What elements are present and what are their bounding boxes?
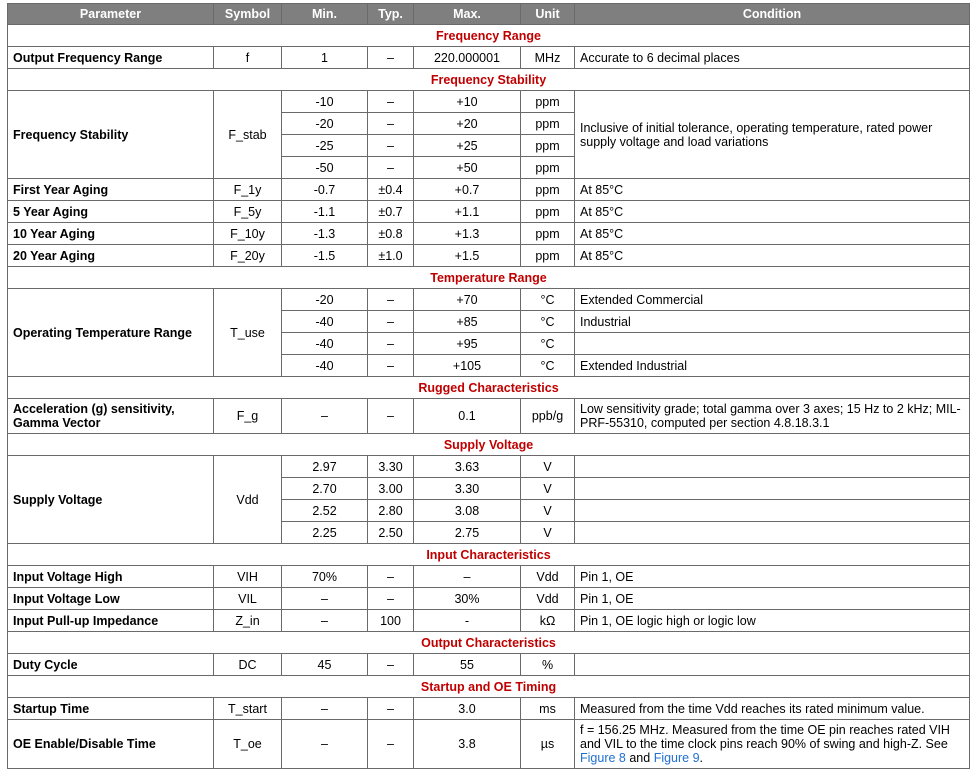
param-cell: Frequency Stability	[8, 91, 214, 179]
max-cell: +95	[414, 333, 521, 355]
unit-cell: ppm	[521, 201, 575, 223]
max-cell: +1.3	[414, 223, 521, 245]
symbol-cell: T_use	[214, 289, 282, 377]
min-cell: -40	[282, 333, 368, 355]
max-cell: +25	[414, 135, 521, 157]
table-row	[8, 566, 970, 588]
param-cell: 5 Year Aging	[8, 201, 214, 223]
param-cell: Output Frequency Range	[8, 47, 214, 69]
condition-cell: At 85°C	[575, 179, 970, 201]
typ-cell: –	[368, 588, 414, 610]
section-output-characteristics: Output Characteristics	[8, 632, 970, 654]
max-cell: +20	[414, 113, 521, 135]
table-row	[8, 47, 970, 69]
symbol-cell: DC	[214, 654, 282, 676]
typ-cell: –	[368, 399, 414, 434]
typ-cell: 3.30	[368, 456, 414, 478]
unit-cell: ppm	[521, 157, 575, 179]
param-cell: Duty Cycle	[8, 654, 214, 676]
param-cell: OE Enable/Disable Time	[8, 720, 214, 769]
max-cell: 2.75	[414, 522, 521, 544]
typ-cell: 100	[368, 610, 414, 632]
max-cell: 55	[414, 654, 521, 676]
section-frequency-range: Frequency Range	[8, 25, 970, 47]
typ-cell: ±1.0	[368, 245, 414, 267]
unit-cell: ppb/g	[521, 399, 575, 434]
typ-cell: –	[368, 698, 414, 720]
header-min: Min.	[282, 4, 368, 25]
condition-cell: Inclusive of initial tolerance, operating temperature, rated power supply voltage and load variations	[575, 91, 970, 179]
typ-cell: –	[368, 157, 414, 179]
condition-cell	[575, 654, 970, 676]
unit-cell: °C	[521, 289, 575, 311]
unit-cell: ppm	[521, 91, 575, 113]
max-cell: -	[414, 610, 521, 632]
typ-cell: 2.50	[368, 522, 414, 544]
min-cell: -40	[282, 355, 368, 377]
unit-cell: V	[521, 478, 575, 500]
condition-cell: Pin 1, OE	[575, 588, 970, 610]
symbol-cell: F_stab	[214, 91, 282, 179]
max-cell: +1.1	[414, 201, 521, 223]
param-cell: Supply Voltage	[8, 456, 214, 544]
typ-cell: –	[368, 566, 414, 588]
param-cell: 20 Year Aging	[8, 245, 214, 267]
unit-cell: Vdd	[521, 588, 575, 610]
section-temperature-range: Temperature Range	[8, 267, 970, 289]
max-cell: +10	[414, 91, 521, 113]
max-cell: +50	[414, 157, 521, 179]
condition-cell	[575, 720, 970, 769]
condition-cell: At 85°C	[575, 201, 970, 223]
min-cell: -10	[282, 91, 368, 113]
unit-cell: kΩ	[521, 610, 575, 632]
unit-cell: ppm	[521, 245, 575, 267]
param-cell: Operating Temperature Range	[8, 289, 214, 377]
max-cell: 30%	[414, 588, 521, 610]
symbol-cell: VIL	[214, 588, 282, 610]
symbol-cell: T_oe	[214, 720, 282, 769]
symbol-cell: Vdd	[214, 456, 282, 544]
typ-cell: –	[368, 289, 414, 311]
symbol-cell: VIH	[214, 566, 282, 588]
unit-cell: ppm	[521, 179, 575, 201]
figure-9-link[interactable]: Figure 9	[653, 751, 700, 765]
table-row	[8, 223, 970, 245]
condition-cell: Extended Commercial	[575, 289, 970, 311]
header-typ: Typ.	[368, 4, 414, 25]
typ-cell: –	[368, 333, 414, 355]
typ-cell: –	[368, 47, 414, 69]
unit-cell: Vdd	[521, 566, 575, 588]
max-cell: 3.8	[414, 720, 521, 769]
min-cell: –	[282, 588, 368, 610]
table-row	[8, 179, 970, 201]
min-cell: 1	[282, 47, 368, 69]
min-cell: -1.1	[282, 201, 368, 223]
param-cell: Input Voltage High	[8, 566, 214, 588]
symbol-cell: F_5y	[214, 201, 282, 223]
typ-cell: 2.80	[368, 500, 414, 522]
symbol-cell: T_start	[214, 698, 282, 720]
oe-condition-text: f = 156.25 MHz. Measured from the time OE pin reaches rated VIH and VIL to the time clock pins reach 90% of swing and high-Z. See	[580, 723, 950, 751]
unit-cell: °C	[521, 355, 575, 377]
section-supply-voltage: Supply Voltage	[8, 434, 970, 456]
condition-cell: Accurate to 6 decimal places	[575, 47, 970, 69]
unit-cell: ppm	[521, 135, 575, 157]
section-input-characteristics: Input Characteristics	[8, 544, 970, 566]
table-header-row	[8, 4, 970, 25]
unit-cell: ms	[521, 698, 575, 720]
condition-cell: Low sensitivity grade; total gamma over 3 axes; 15 Hz to 2 kHz; MIL-PRF-55310, computed per section 4.8.18.3.1	[575, 399, 970, 434]
symbol-cell: Z_in	[214, 610, 282, 632]
max-cell: 0.1	[414, 399, 521, 434]
typ-cell: –	[368, 91, 414, 113]
max-cell: 3.08	[414, 500, 521, 522]
max-cell: 220.000001	[414, 47, 521, 69]
max-cell: +85	[414, 311, 521, 333]
max-cell: 3.0	[414, 698, 521, 720]
max-cell: +0.7	[414, 179, 521, 201]
typ-cell: –	[368, 113, 414, 135]
and-text: and	[629, 751, 651, 765]
figure-8-link[interactable]: Figure 8	[580, 751, 626, 765]
condition-cell	[575, 522, 970, 544]
table-row	[8, 588, 970, 610]
min-cell: -0.7	[282, 179, 368, 201]
min-cell: 2.25	[282, 522, 368, 544]
max-cell: +70	[414, 289, 521, 311]
min-cell: –	[282, 610, 368, 632]
typ-cell: –	[368, 720, 414, 769]
min-cell: -20	[282, 289, 368, 311]
table-row	[8, 456, 970, 478]
symbol-cell: F_10y	[214, 223, 282, 245]
condition-cell: Pin 1, OE	[575, 566, 970, 588]
param-cell: Acceleration (g) sensitivity, Gamma Vector	[8, 399, 214, 434]
typ-cell: ±0.4	[368, 179, 414, 201]
min-cell: –	[282, 698, 368, 720]
typ-cell: –	[368, 654, 414, 676]
condition-cell: Pin 1, OE logic high or logic low	[575, 610, 970, 632]
unit-cell: V	[521, 456, 575, 478]
table-row	[8, 698, 970, 720]
min-cell: -40	[282, 311, 368, 333]
typ-cell: –	[368, 311, 414, 333]
unit-cell: µs	[521, 720, 575, 769]
min-cell: -1.5	[282, 245, 368, 267]
unit-cell: °C	[521, 333, 575, 355]
unit-cell: ppm	[521, 223, 575, 245]
min-cell: -20	[282, 113, 368, 135]
unit-cell: °C	[521, 311, 575, 333]
min-cell: 2.70	[282, 478, 368, 500]
header-max: Max.	[414, 4, 521, 25]
header-condition: Condition	[575, 4, 970, 25]
condition-cell	[575, 333, 970, 355]
param-cell: Input Pull-up Impedance	[8, 610, 214, 632]
param-cell: Input Voltage Low	[8, 588, 214, 610]
unit-cell: V	[521, 500, 575, 522]
header-parameter: Parameter	[8, 4, 214, 25]
header-symbol: Symbol	[214, 4, 282, 25]
condition-cell: At 85°C	[575, 223, 970, 245]
param-cell: 10 Year Aging	[8, 223, 214, 245]
table-row	[8, 201, 970, 223]
table-row	[8, 720, 970, 769]
header-unit: Unit	[521, 4, 575, 25]
min-cell: -50	[282, 157, 368, 179]
table-row	[8, 245, 970, 267]
period-text: .	[699, 751, 704, 765]
unit-cell: ppm	[521, 113, 575, 135]
unit-cell: MHz	[521, 47, 575, 69]
symbol-cell: F_1y	[214, 179, 282, 201]
section-frequency-stability: Frequency Stability	[8, 69, 970, 91]
condition-cell: At 85°C	[575, 245, 970, 267]
section-rugged-characteristics: Rugged Characteristics	[8, 377, 970, 399]
typ-cell: ±0.7	[368, 201, 414, 223]
max-cell: +1.5	[414, 245, 521, 267]
typ-cell: 3.00	[368, 478, 414, 500]
typ-cell: –	[368, 355, 414, 377]
typ-cell: –	[368, 135, 414, 157]
min-cell: 45	[282, 654, 368, 676]
table-row	[8, 289, 970, 311]
min-cell: -1.3	[282, 223, 368, 245]
symbol-cell: F_20y	[214, 245, 282, 267]
condition-cell	[575, 500, 970, 522]
table-row	[8, 654, 970, 676]
table-row	[8, 399, 970, 434]
max-cell: +105	[414, 355, 521, 377]
condition-cell: Industrial	[575, 311, 970, 333]
max-cell: –	[414, 566, 521, 588]
max-cell: 3.63	[414, 456, 521, 478]
param-cell: Startup Time	[8, 698, 214, 720]
symbol-cell: f	[214, 47, 282, 69]
table-row	[8, 610, 970, 632]
symbol-cell: F_g	[214, 399, 282, 434]
condition-cell: Extended Industrial	[575, 355, 970, 377]
min-cell: 2.52	[282, 500, 368, 522]
condition-cell: Measured from the time Vdd reaches its rated minimum value.	[575, 698, 970, 720]
param-cell: First Year Aging	[8, 179, 214, 201]
min-cell: –	[282, 399, 368, 434]
min-cell: 70%	[282, 566, 368, 588]
min-cell: 2.97	[282, 456, 368, 478]
condition-cell	[575, 478, 970, 500]
electrical-spec-table	[7, 3, 970, 769]
section-startup-oe-timing: Startup and OE Timing	[8, 676, 970, 698]
min-cell: –	[282, 720, 368, 769]
min-cell: -25	[282, 135, 368, 157]
typ-cell: ±0.8	[368, 223, 414, 245]
condition-cell	[575, 456, 970, 478]
max-cell: 3.30	[414, 478, 521, 500]
unit-cell: %	[521, 654, 575, 676]
unit-cell: V	[521, 522, 575, 544]
table-row	[8, 91, 970, 113]
